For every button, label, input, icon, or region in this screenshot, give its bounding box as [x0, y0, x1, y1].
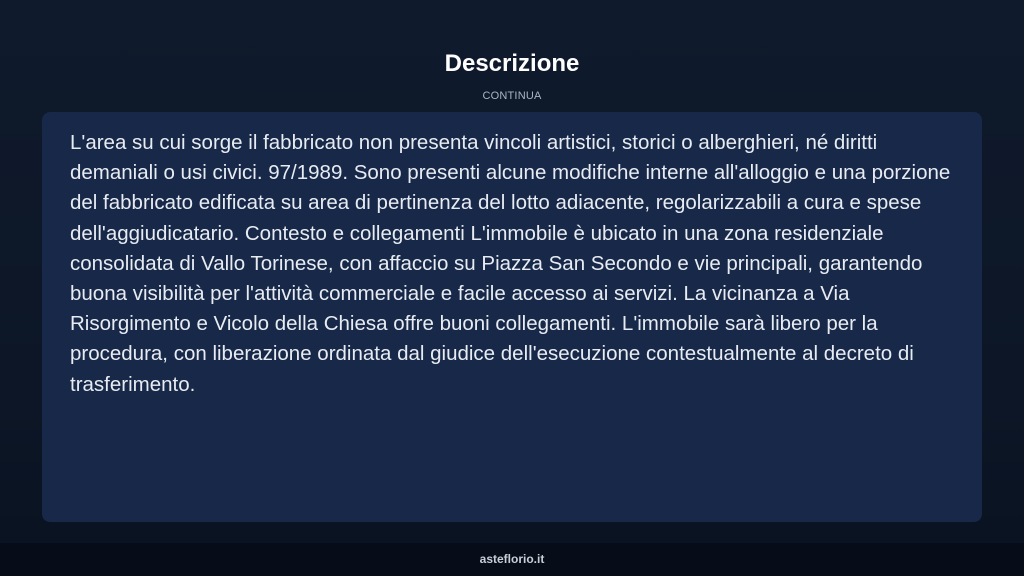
page-title: Descrizione: [444, 50, 580, 77]
description-card: [42, 112, 982, 522]
description-text: L'area su cui sorge il fabbricato non presenta vincoli artistici, storici o alberghieri, né diritti demaniali o usi civici. 97/1989. Sono presenti alcune modifiche interne all'alloggio e una porzione del fabbricato edificata su area di pertinenza del lotto adiacente, regolarizzabili a cura e spese dell'aggiudicatario. Contesto e collegamenti L'immobile è ubicato in una zona residenziale consolidata di Vallo Torinese, con affaccio su Piazza San Secondo e vie principali, garantendo buona visibilità per l'attività commerciale e facile accesso ai servizi. La vicinanza a Via Risorgimento e Vicolo della Chiesa offre buoni collegamenti. L'immobile sarà libero per la procedura, con liberazione ordinata dal giudice dell'esecuzione contestualmente al decreto di trasferimento.: [70, 131, 951, 396]
footer-bar: [0, 543, 1024, 576]
page-subtitle: CONTINUA: [482, 90, 542, 102]
footer-site-name: asteflorio.it: [479, 552, 545, 566]
